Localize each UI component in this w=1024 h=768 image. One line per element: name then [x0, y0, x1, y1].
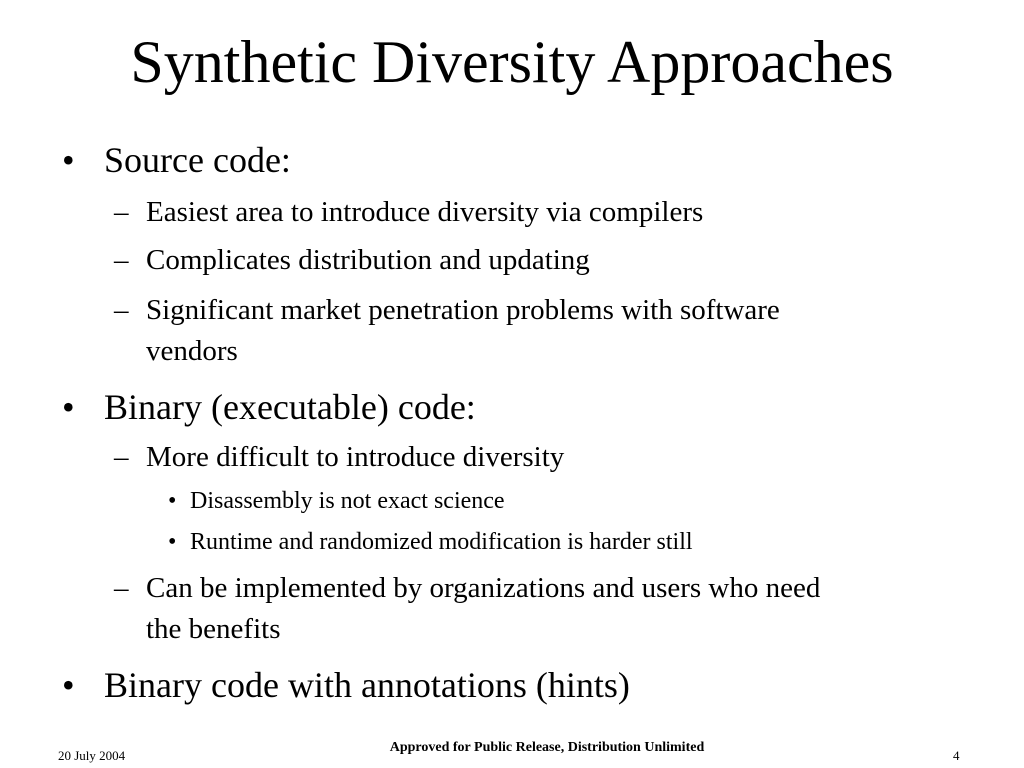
dash-marker: – [114, 441, 129, 473]
dash-marker: – [114, 196, 129, 228]
dash-marker: – [114, 294, 129, 326]
sub-bullet-text: Significant market penetration problems with software [146, 294, 780, 326]
sub-sub-bullet-text: Disassembly is not exact science [190, 488, 505, 514]
sub-bullet-text: Easiest area to introduce diversity via compilers [146, 196, 704, 228]
sub-bullet-text: Can be implemented by organizations and users who need [146, 572, 821, 604]
sub-bullet-text: the benefits [146, 613, 281, 645]
bullet-marker: • [168, 529, 177, 555]
footer-date: 20 July 2004 [58, 748, 126, 763]
bullet-marker: • [168, 488, 177, 514]
sub-bullet-text: More difficult to introduce diversity [146, 441, 565, 473]
bullet-marker: • [62, 665, 75, 705]
bullet-text: Source code: [104, 140, 291, 180]
sub-bullet-text: Complicates distribution and updating [146, 244, 590, 276]
bullet-marker: • [62, 140, 75, 180]
page-number: 4 [953, 748, 960, 763]
dash-marker: – [114, 572, 129, 604]
bullet-marker: • [62, 387, 75, 427]
dash-marker: – [114, 244, 129, 276]
slide-title: Synthetic Diversity Approaches [130, 29, 894, 95]
sub-bullet-text: vendors [146, 335, 238, 367]
footer-release-notice: Approved for Public Release, Distribution Unlimited [389, 740, 705, 755]
bullet-text: Binary code with annotations (hints) [104, 665, 630, 705]
sub-sub-bullet-text: Runtime and randomized modification is harder still [190, 529, 693, 555]
bullet-text: Binary (executable) code: [104, 387, 476, 427]
